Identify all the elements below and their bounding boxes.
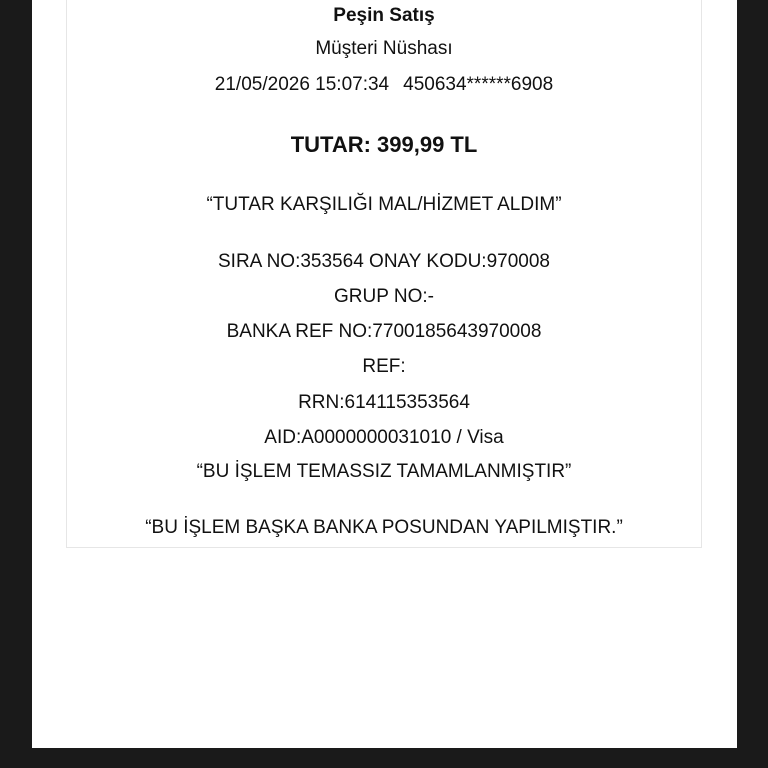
datetime-card-row bbox=[67, 73, 701, 97]
group-number: GRUP NO:- bbox=[334, 286, 434, 307]
rrn-number: RRN:614115353564 bbox=[298, 392, 470, 413]
other-bank-pos-note: “BU İŞLEM BAŞKA BANKA POSUNDAN YAPILMIŞTIR.” bbox=[145, 517, 623, 538]
acknowledgement-text: “TUTAR KARŞILIĞI MAL/HİZMET ALDIM” bbox=[206, 194, 562, 215]
receipt-title: Peşin Satış bbox=[333, 5, 435, 26]
bank-reference-number: BANKA REF NO:7700185643970008 bbox=[226, 321, 542, 342]
total-amount: TUTAR: 399,99 TL bbox=[290, 132, 478, 157]
document-page bbox=[32, 0, 737, 748]
receipt bbox=[66, 0, 702, 548]
transaction-datetime: 21/05/2026 15:07:34 bbox=[214, 74, 390, 95]
copy-type: Müşteri Nüshası bbox=[315, 38, 453, 59]
sequence-approval-code: SIRA NO:353564 ONAY KODU:970008 bbox=[218, 251, 550, 272]
masked-card-number: 450634******6908 bbox=[403, 74, 554, 95]
reference: REF: bbox=[362, 356, 406, 377]
contactless-note: “BU İŞLEM TEMASSIZ TAMAMLANMIŞTIR” bbox=[196, 461, 572, 482]
aid-card-brand: AID:A0000000031010 / Visa bbox=[264, 427, 504, 448]
